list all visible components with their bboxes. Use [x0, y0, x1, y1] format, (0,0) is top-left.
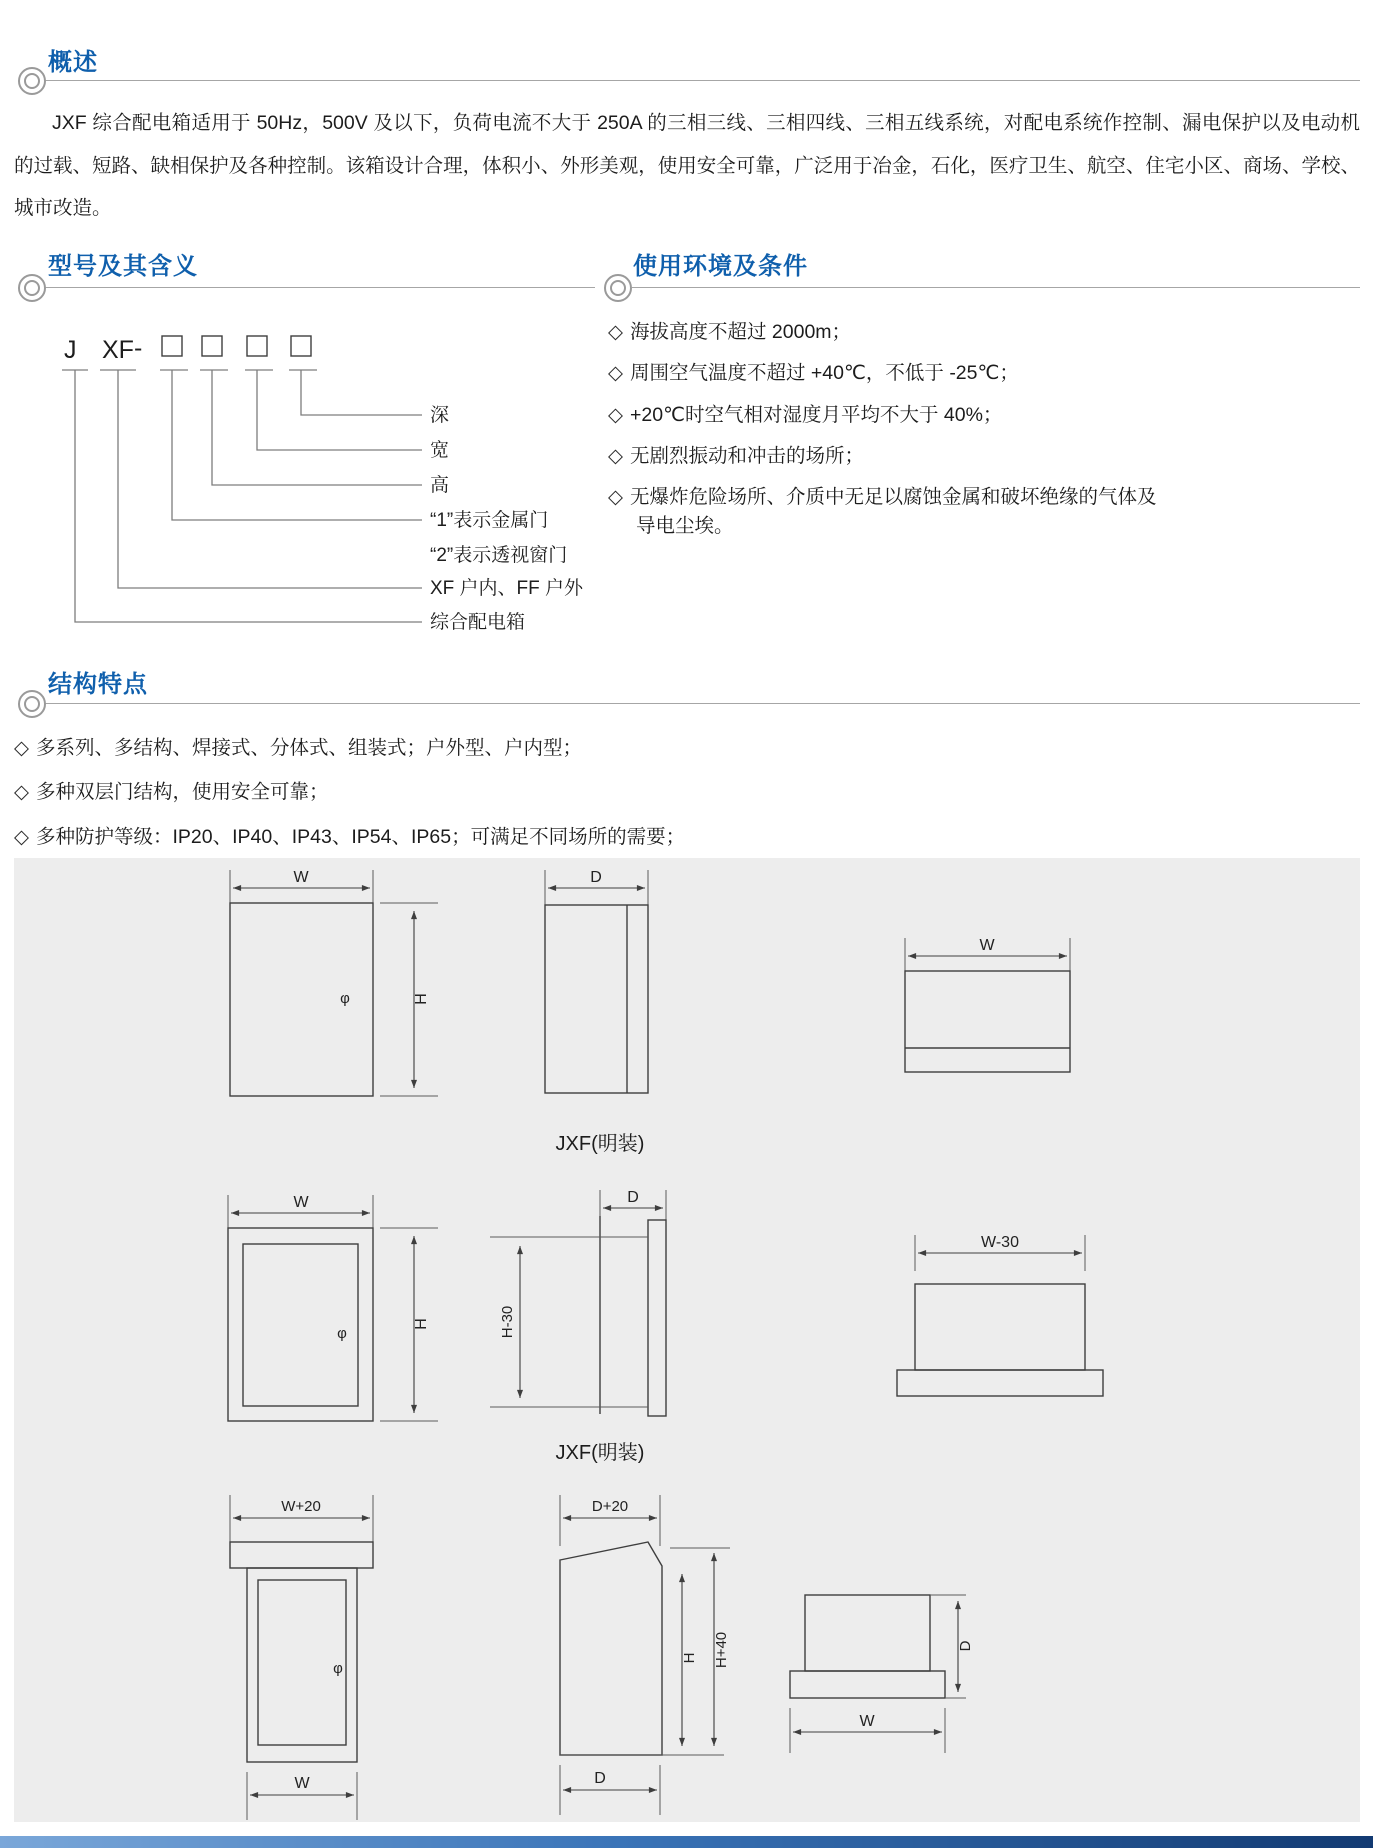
structure-item-text: 多种双层门结构，使用安全可靠；	[36, 781, 329, 804]
model-code-connector-lines	[75, 370, 422, 622]
dim-label-h: H	[681, 1652, 698, 1664]
list-item	[608, 442, 1168, 471]
list-item	[14, 734, 1114, 763]
model-rule	[44, 287, 595, 288]
dim-label-d: D	[594, 1770, 606, 1787]
diamond-bullet-icon: ◇	[608, 486, 623, 508]
row2-front-view	[228, 1194, 438, 1421]
ornament-inner-ring	[610, 280, 626, 296]
row3-side-view	[560, 1495, 730, 1815]
dim-label-w: W	[293, 869, 309, 886]
row1-front-view	[230, 869, 438, 1096]
dimension-drawings	[14, 858, 1360, 1822]
diamond-bullet-icon: ◇	[14, 825, 29, 848]
diamond-bullet-icon: ◇	[608, 403, 623, 426]
row3-front-view	[230, 1495, 373, 1820]
list-item	[608, 359, 1168, 388]
list-item	[608, 318, 1168, 347]
diamond-bullet-icon: ◇	[14, 781, 29, 804]
footer-color-bar	[0, 1836, 1373, 1848]
dim-label-d: D	[957, 1640, 974, 1652]
row1-side-view	[545, 869, 648, 1093]
diamond-bullet-icon: ◇	[608, 321, 623, 343]
dim-label-d: D	[590, 869, 602, 886]
model-code-box	[162, 336, 182, 356]
ornament-inner-ring	[24, 280, 40, 296]
dim-label-h: H	[413, 993, 430, 1005]
structure-list	[14, 734, 1114, 867]
dim-label-w: W	[859, 1713, 875, 1730]
structure-item-text: 多系列、多结构、焊接式、分体式、组装式；户外型、户内型；	[36, 737, 583, 759]
handle-phi-label: φ	[333, 1660, 343, 1677]
dim-label-w: W	[979, 937, 995, 954]
structure-item-text: 多种防护等级：IP20、IP40、IP43、IP54、IP65；可满足不同场所的需要；	[36, 825, 686, 848]
environment-title: 使用环境及条件	[633, 253, 808, 280]
row1-top-view	[905, 937, 1070, 1072]
model-label-box-type: 综合配电箱	[430, 612, 526, 633]
model-code-dash: -	[134, 334, 143, 362]
list-item	[14, 823, 1114, 852]
model-label-window-door: “2”表示透视窗门	[430, 545, 568, 566]
row2-top-view	[897, 1234, 1103, 1396]
handle-phi-label: φ	[337, 1325, 347, 1342]
dim-label-w20: W+20	[281, 1498, 321, 1515]
dim-label-d: D	[627, 1189, 639, 1206]
environment-item-text: 无爆炸危险场所、介质中无足以腐蚀金属和破坏绝缘的气体及导电尘埃。	[630, 486, 1157, 538]
environment-ornament-icon	[604, 274, 632, 302]
environment-item-text: 周围空气温度不超过 +40℃，不低于 -25℃；	[630, 362, 1019, 385]
diamond-bullet-icon: ◇	[608, 362, 623, 385]
model-code-diagram	[50, 318, 630, 653]
handle-phi-label: φ	[340, 990, 350, 1007]
ornament-inner-ring	[24, 696, 40, 712]
overview-paragraph: JXF 综合配电箱适用于 50Hz，500V 及以下，负荷电流不大于 250A 的三相三线、三相四线、三相五线系统，对配电系统作控制、漏电保护以及电动机的过载、短路、缺相保护及各种控制。该箱设计合理，体积小、外形美观，使用安全可靠，广泛用于冶金，石化，医疗卫生、航空、住宅小区、商场、学校、城市改造。	[14, 112, 1360, 219]
model-code-xf: XF	[102, 336, 134, 364]
dim-label-h30: H-30	[499, 1305, 516, 1339]
structure-title: 结构特点	[48, 671, 148, 698]
model-title: 型号及其含义	[48, 253, 198, 280]
environment-item-text: 无剧烈振动和冲击的场所；	[630, 444, 865, 467]
model-label-indoor-outdoor: XF 户内、FF 户外	[430, 578, 584, 599]
model-code-box	[247, 336, 267, 356]
dim-label-d20: D+20	[591, 1498, 629, 1515]
model-label-metal-door: “1”表示金属门	[430, 510, 549, 531]
dim-label-h: H	[413, 1318, 430, 1330]
structure-rule	[44, 703, 1360, 704]
dim-label-w: W	[294, 1775, 310, 1792]
dim-label-w: W	[293, 1194, 309, 1211]
model-code-j: J	[64, 336, 77, 364]
environment-item-text: +20℃时空气相对湿度月平均不大于 40%；	[630, 403, 1003, 426]
model-label-height: 高	[430, 475, 450, 496]
dim-label-h40: H+40	[713, 1631, 730, 1669]
environment-rule	[632, 287, 1360, 288]
row1-caption: JXF(明装)	[555, 1133, 645, 1155]
environment-list	[608, 318, 1168, 554]
diamond-bullet-icon: ◇	[14, 737, 29, 759]
row2-caption: JXF(明装)	[555, 1442, 645, 1464]
model-label-depth: 深	[430, 405, 450, 426]
drawings-panel	[14, 858, 1360, 1822]
ornament-inner-ring	[24, 73, 40, 89]
overview-ornament-icon	[18, 67, 46, 95]
dim-label-w30: W-30	[981, 1234, 1019, 1251]
overview-title: 概述	[48, 49, 98, 76]
model-code-box	[202, 336, 222, 356]
model-label-width: 宽	[430, 440, 450, 461]
diamond-bullet-icon: ◇	[608, 444, 623, 467]
row3-top-view	[790, 1595, 974, 1753]
structure-ornament-icon	[18, 690, 46, 718]
overview-rule	[44, 80, 1360, 81]
list-item	[14, 778, 1114, 807]
row2-side-view	[490, 1189, 666, 1416]
environment-item-text: 海拔高度不超过 2000m；	[630, 321, 852, 343]
model-code-box	[291, 336, 311, 356]
model-ornament-icon	[18, 274, 46, 302]
list-item	[608, 483, 1168, 542]
list-item	[608, 401, 1168, 430]
